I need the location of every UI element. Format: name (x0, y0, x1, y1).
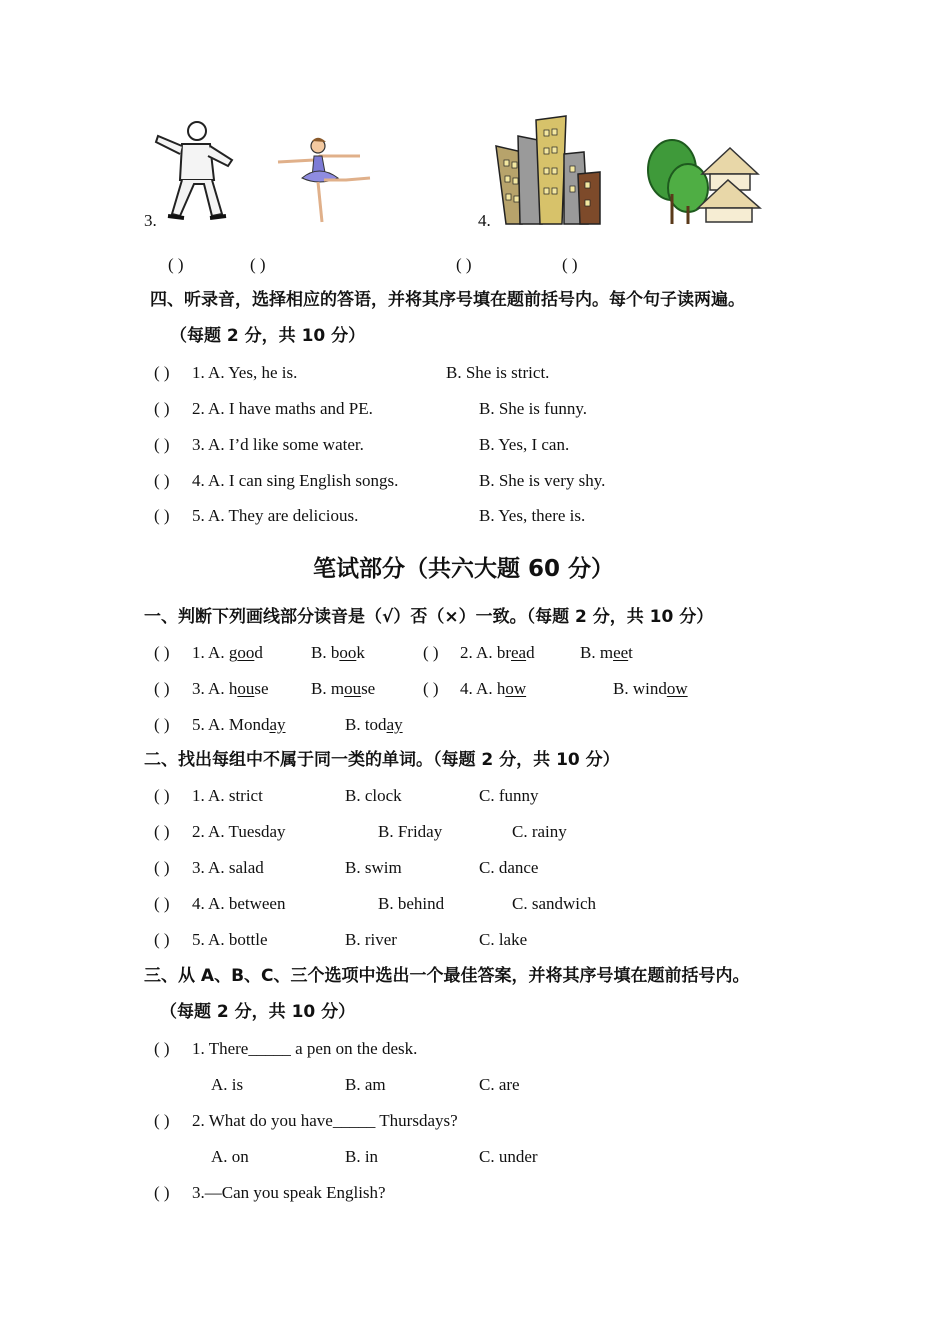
p2-q3-option-b: B. swim (345, 858, 402, 877)
part1-heading: 一、判断下列画线部分读音是（√）否（×）一致。（每题 2 分，共 10 分） (144, 607, 714, 627)
p1-q5-option-b: B. today (345, 715, 403, 734)
p2-q1-option-a: 1. A. strict (192, 786, 263, 805)
p2-q2-option-c: C. rainy (512, 822, 567, 841)
p3-q1-stem: 1. There_____ a pen on the desk. (192, 1039, 418, 1058)
p3-q2-option-c: C. under (479, 1147, 538, 1166)
part2-heading: 二、找出每组中不属于同一类的单词。（每题 2 分，共 10 分） (144, 750, 620, 770)
p3-q2-option-b: B. in (345, 1147, 379, 1166)
p1-q3-option-b: B. mouse (311, 679, 376, 698)
p2-q2-option-b: B. Friday (378, 822, 443, 841)
picture-answer-blank[interactable]: ( ) (168, 255, 184, 274)
answer-blank[interactable]: ( ) (154, 506, 170, 525)
answer-blank[interactable]: ( ) (154, 1039, 170, 1058)
p1-q1-option-a: 1. A. good (192, 643, 263, 662)
p2-q5-option-c: C. lake (479, 930, 528, 949)
answer-blank[interactable]: ( ) (154, 894, 170, 913)
village-trees-icon (644, 130, 762, 228)
p1-q4-option-a: 4. A. how (460, 679, 527, 698)
p2-q3-option-c: C. dance (479, 858, 539, 877)
picture-answer-blank[interactable]: ( ) (562, 255, 578, 274)
answer-blank[interactable]: ( ) (154, 715, 170, 734)
s4-q5-option-b: B. Yes, there is. (479, 506, 586, 525)
answer-blank[interactable]: ( ) (154, 435, 170, 454)
city-buildings-icon (492, 116, 604, 226)
q3-label: 3. (144, 211, 157, 230)
p1-q2-option-b: B. meet (580, 643, 633, 662)
p2-q4-option-a: 4. A. between (192, 894, 286, 913)
picture-answer-blank[interactable]: ( ) (456, 255, 472, 274)
s4-q4-option-a: 4. A. I can sing English songs. (192, 471, 399, 490)
s4-q2-option-b: B. She is funny. (479, 399, 587, 418)
s4-q1-option-b: B. She is strict. (446, 363, 550, 382)
answer-blank[interactable]: ( ) (154, 679, 170, 698)
p3-q1-option-c: C. are (479, 1075, 520, 1094)
answer-blank[interactable]: ( ) (154, 471, 170, 490)
answer-blank[interactable]: ( ) (154, 1183, 170, 1202)
s4-q3-option-b: B. Yes, I can. (479, 435, 570, 454)
answer-blank[interactable]: ( ) (154, 363, 170, 382)
p1-q5-option-a: 5. A. Monday (192, 715, 286, 734)
written-part-title: 笔试部分（共六大题 60 分） (313, 556, 615, 582)
picture-answer-blank[interactable]: ( ) (250, 255, 266, 274)
q4-label: 4. (478, 211, 491, 230)
answer-blank[interactable]: ( ) (423, 679, 439, 698)
answer-blank[interactable]: ( ) (423, 643, 439, 662)
s4-q4-option-b: B. She is very shy. (479, 471, 606, 490)
p1-q3-option-a: 3. A. house (192, 679, 269, 698)
answer-blank[interactable]: ( ) (154, 643, 170, 662)
p2-q1-option-b: B. clock (345, 786, 402, 805)
p2-q3-option-a: 3. A. salad (192, 858, 264, 877)
p3-q1-option-a: A. is (211, 1075, 244, 1094)
answer-blank[interactable]: ( ) (154, 399, 170, 418)
tai-chi-man-icon (152, 118, 242, 230)
p1-q2-option-a: 2. A. bread (460, 643, 535, 662)
ballet-dancer-icon (274, 134, 374, 228)
part3-score: （每题 2 分，共 10 分） (160, 1002, 356, 1022)
p2-q4-option-b: B. behind (378, 894, 445, 913)
s4-q1-option-a: 1. A. Yes, he is. (192, 363, 298, 382)
s4-q5-option-a: 5. A. They are delicious. (192, 506, 359, 525)
p2-q5-option-a: 5. A. bottle (192, 930, 268, 949)
section4-score: （每题 2 分，共 10 分） (170, 326, 366, 346)
p3-q3-stem: 3.—Can you speak English? (192, 1183, 386, 1202)
answer-blank[interactable]: ( ) (154, 858, 170, 877)
answer-blank[interactable]: ( ) (154, 786, 170, 805)
s4-q2-option-a: 2. A. I have maths and PE. (192, 399, 373, 418)
p2-q2-option-a: 2. A. Tuesday (192, 822, 286, 841)
p1-q1-option-b: B. book (311, 643, 365, 662)
p3-q2-stem: 2. What do you have_____ Thursdays? (192, 1111, 458, 1130)
part3-heading: 三、从 A、B、C、三个选项中选出一个最佳答案，并将其序号填在题前括号内。 (144, 966, 750, 986)
answer-blank[interactable]: ( ) (154, 1111, 170, 1130)
p3-q1-option-b: B. am (345, 1075, 386, 1094)
p3-q2-option-a: A. on (211, 1147, 249, 1166)
s4-q3-option-a: 3. A. I’d like some water. (192, 435, 364, 454)
answer-blank[interactable]: ( ) (154, 930, 170, 949)
p1-q4-option-b: B. window (613, 679, 688, 698)
p2-q1-option-c: C. funny (479, 786, 539, 805)
answer-blank[interactable]: ( ) (154, 822, 170, 841)
p2-q4-option-c: C. sandwich (512, 894, 597, 913)
section4-heading: 四、听录音，选择相应的答语，并将其序号填在题前括号内。每个句子读两遍。 (150, 290, 745, 310)
p2-q5-option-b: B. river (345, 930, 397, 949)
